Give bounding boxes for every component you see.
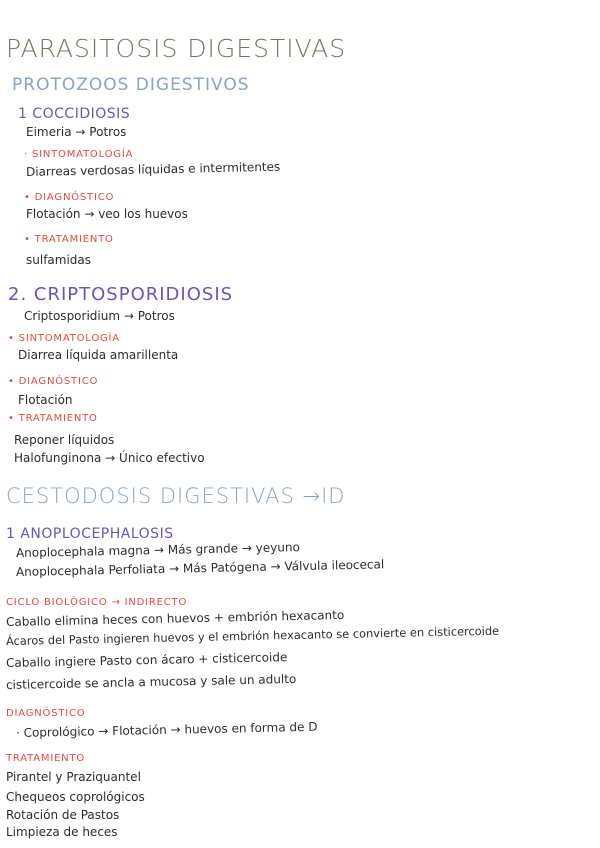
coccidiosis-diagnostico: Flotación → veo los huevos: [26, 207, 188, 221]
cripto-tratamiento-label: • TRATAMIENTO: [8, 413, 98, 424]
ciclo-line-1: Caballo elimina heces con huevos + embrión hexacanto: [5, 607, 345, 629]
ciclo-biologico-label: CICLO BIOLÓGICO → INDIRECTO: [6, 597, 188, 608]
ciclo-line-4: cisticercoide se ancla a mucosa y sale un adulto: [5, 671, 297, 692]
coccidiosis-tratamiento-label: • TRATAMIENTO: [24, 234, 114, 245]
cripto-tratamiento-2: Halofunginona → Único efectivo: [14, 451, 205, 465]
section-heading-protozoos: PROTOZOOS DIGESTIVOS: [12, 75, 250, 95]
subsection-heading-coccidiosis: 1 COCCIDIOSIS: [18, 106, 131, 122]
section-heading-cestodosis: CESTODOSIS DIGESTIVAS →ID: [6, 484, 346, 508]
cripto-agent: Criptosporidium → Potros: [24, 309, 175, 323]
cestodosis-diagnostico-line-1: · Coprológico → Flotación → huevos en forma de D: [15, 719, 318, 740]
coccidiosis-diagnostico-label: • DIAGNÓSTICO: [24, 192, 115, 203]
cestodosis-tratamiento-line-4: Limpieza de heces: [6, 825, 118, 839]
coccidiosis-sintomatologia: Diarreas verdosas líquidas e intermitentes: [25, 159, 281, 179]
cestodosis-tratamiento-line-2: Chequeos coprológicos: [6, 790, 145, 804]
cripto-tratamiento-1: Reponer líquidos: [14, 433, 115, 447]
cestodosis-tratamiento-label: TRATAMIENTO: [6, 753, 86, 764]
coccidiosis-tratamiento: sulfamidas: [26, 253, 92, 267]
cestodosis-diagnostico-label: DIAGNÓSTICO: [6, 708, 86, 719]
page-title: PARASITOSIS DIGESTIVAS: [6, 34, 347, 63]
cestodosis-tratamiento-line-1: Pirantel y Praziquantel: [6, 770, 141, 784]
ciclo-line-2: Ácaros del Pasto ingieren huevos y el embrión hexacanto se convierte en cisticercoide: [5, 623, 500, 648]
cripto-diagnostico-label: • DIAGNÓSTICO: [8, 376, 99, 387]
cestodosis-tratamiento-line-3: Rotación de Pastos: [6, 808, 120, 822]
ciclo-line-3: Caballo ingiere Pasto con ácaro + cisticercoide: [5, 650, 288, 670]
cripto-sintomatologia-label: • SINTOMATOLOGÍA: [8, 333, 120, 344]
coccidiosis-sintomatologia-label: · SINTOMATOLOGÍA: [24, 149, 134, 160]
anoplo-line-1: Anoplocephala magna → Más grande → yeyuno: [15, 540, 301, 560]
subsection-heading-criptosporidiosis: 2. CRIPTOSPORIDIOSIS: [8, 284, 234, 305]
anoplo-line-2: Anoplocephala Perfoliata → Más Patógena → Válvula ileocecal: [15, 557, 385, 579]
cripto-sintomatologia: Diarrea líquida amarillenta: [18, 348, 179, 362]
coccidiosis-agent: Eimeria → Potros: [26, 125, 127, 139]
cripto-diagnostico: Flotación: [18, 393, 73, 407]
subsection-heading-anoplocephalosis: 1 ANOPLOCEPHALOSIS: [6, 526, 174, 542]
